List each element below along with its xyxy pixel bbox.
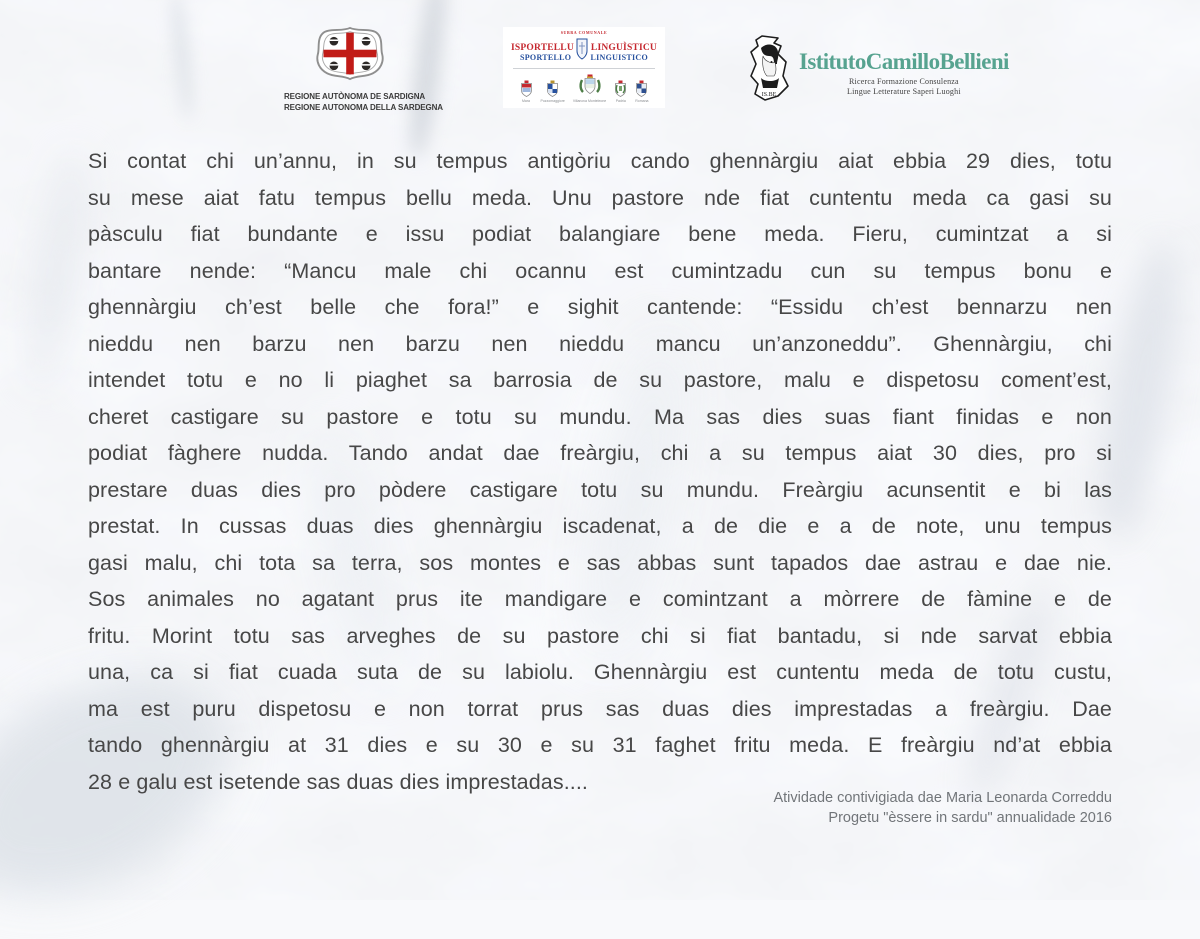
- municipal-emblem-icon: [575, 38, 589, 60]
- sportello-title-sard-left: ISPORTELLU: [511, 43, 574, 53]
- story-line: Si contat chi un’annu, in su tempus antigòriu cando ghennàrgiu aiat ebbia 29 dies, totu: [88, 149, 1112, 173]
- header-logos: [0, 0, 1200, 130]
- crest-label: Mara: [522, 98, 530, 103]
- story-text: [88, 143, 1112, 800]
- isbe-mark-text: IS.BE: [761, 92, 777, 98]
- story-line: Sos animales no agatant prus ite mandigare e comintzant a mòrrere de fàmine e de: [88, 587, 1112, 611]
- ras-name-italian: REGIONE AUTONOMA DELLA SARDEGNA: [284, 103, 443, 112]
- sportello-title-ital-right: LINGUISTICO: [590, 53, 648, 62]
- attribution-author: Atividade contivigiada dae Maria Leonarda Correddu: [773, 790, 1112, 806]
- story-line: prestare duas dies pro pòdere castigare totu su mundu. Freàrgiu acunsentit e bi las: [88, 477, 1112, 502]
- story-line: podiat fàghere nudda. Tando andat dae freàrgiu, chi a su tempus aiat 30 dies, pro si: [88, 441, 1112, 465]
- logo-regione-sardegna: [284, 26, 443, 113]
- crest-label: Villanova Monteleone: [572, 98, 607, 103]
- isbe-subtitle-line2: Lingue Letterature Saperi Luoghi: [847, 86, 961, 96]
- divider: [513, 68, 655, 69]
- sportello-title-sard-right: LINGUÌSTICU: [590, 43, 657, 53]
- sportello-title-ital-left: SPORTELLO: [520, 53, 572, 62]
- story-line: ma est puru dispetosu e non torrat prus sas duas dies imprestadas a freàrgiu. Dae: [88, 696, 1112, 721]
- sportello-top-label: SUBRA COMUNALE: [560, 30, 608, 35]
- sardinia-island-portrait-icon: [747, 34, 793, 109]
- sardinia-coat-of-arms-icon: [314, 68, 386, 85]
- isbe-subtitle-line1: Ricerca Formazione Consulenza: [849, 77, 959, 86]
- story-line: intendet totu e no li piaghet sa barrosia de su pastore, malu e dispetosu coment’est,: [88, 368, 1112, 392]
- story-line: fritu. Morint totu sas arveghes de su pastore chi si fiat bantadu, si nde sarvat ebbia: [88, 623, 1112, 648]
- story-line: gasi malu, chi tota sa terra, sos montes e sas abbas sunt tapados dae astrau e dae nie.: [88, 550, 1112, 575]
- story-line: nieddu nen barzu nen barzu nen nieddu mancu un’anzoneddu”. Ghennàrgiu, chi: [88, 331, 1112, 356]
- municipal-crest: [520, 80, 533, 103]
- story-line: tando ghennàrgiu at 31 dies e su 30 e su 31 faghet fritu meda. E freàrgiu nd’at ebbia: [88, 733, 1112, 757]
- isbe-title: IstitutoCamilloBellieni: [799, 49, 1009, 74]
- logo-sportello-linguistico: [503, 27, 665, 108]
- municipal-crest: [541, 80, 565, 103]
- story-line: pàsculu fiat bundante e issu podiat balangiare bene meda. Fieru, cumintzat a si: [88, 222, 1112, 246]
- municipal-crest: [635, 80, 648, 103]
- story-line: ghennàrgiu ch’est belle che fora!” e sighit cantende: “Essidu ch’est bennarzu nen: [88, 295, 1112, 319]
- story-line: cheret castigare su pastore e totu su mundu. Ma sas dies suas fiant finidas e non: [88, 404, 1112, 429]
- story-line: una, ca si fiat cuada suta de su labiolu. Ghennàrgiu est cuntentu meda de totu custu,: [88, 660, 1112, 684]
- attribution-project: Progetu "èssere in sardu" annualidade 2016: [828, 809, 1112, 826]
- municipal-crest: [573, 74, 606, 103]
- logo-istituto-bellieni: [747, 34, 1009, 109]
- crest-label: Pozzomaggiore: [540, 98, 565, 103]
- attribution: [773, 789, 1112, 828]
- story-line: su mese aiat fatu tempus bellu meda. Unu pastore nde fiat cuntentu meda ca gasi su: [88, 185, 1112, 210]
- story-line: prestat. In cussas duas dies ghennàrgiu iscadenat, a de die e a de note, unu tempus: [88, 514, 1112, 538]
- crest-label: Padria: [615, 98, 626, 103]
- ras-name-sardinian: REGIONE AUTÒNOMA DE SARDIGNA: [284, 92, 426, 101]
- crest-label: Romana: [635, 98, 649, 103]
- story-line: 28 e galu est isetende sas duas dies imprestadas....: [88, 769, 588, 794]
- municipal-crest: [614, 80, 627, 103]
- story-line: bantare nende: “Mancu male chi ocannu est cumintzadu cun su tempus bonu e: [88, 258, 1112, 283]
